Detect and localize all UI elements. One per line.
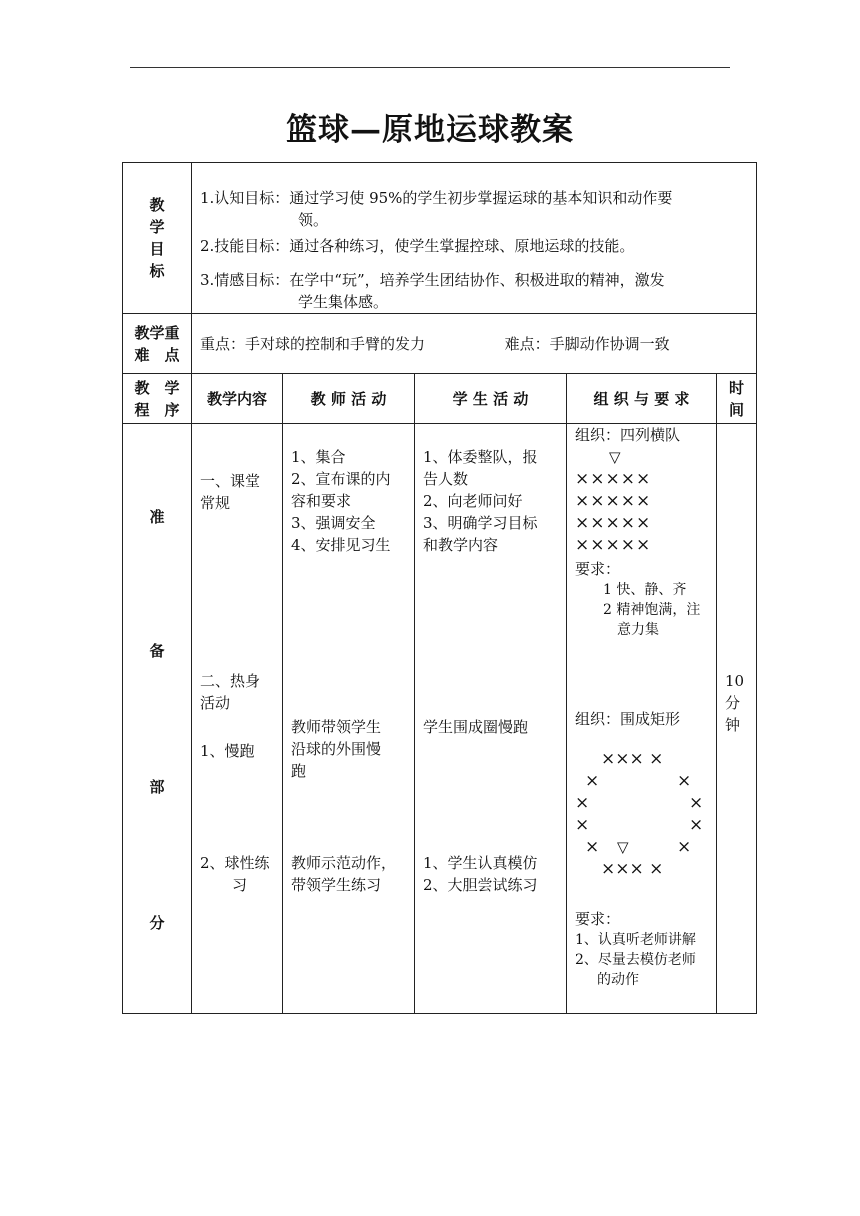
org-formation-2: 组织：围成矩形	[575, 710, 681, 728]
objectives-label: 教 学 目 标	[123, 163, 192, 314]
requirement-1: 1 快、静、齐	[603, 582, 687, 598]
objective-2: 2.技能目标：通过各种练习，使学生掌握控球、原地运球的技能。	[200, 237, 635, 255]
key-points-label: 教学重 难 点	[123, 314, 192, 374]
prep-time: 10 分 钟	[717, 424, 757, 1014]
content-item-1: 一、课堂	[200, 472, 261, 490]
requirement-3: 1、认真听老师讲解	[575, 932, 696, 948]
prep-label: 准 备 部 分	[123, 424, 192, 1014]
table-header-row	[123, 374, 757, 424]
teacher-position-icon: ▽	[609, 448, 621, 466]
objective-3: 3.情感目标：在学中“玩”，培养学生团结协作、积极进取的精神，激发	[200, 271, 665, 289]
key-points-content	[192, 314, 757, 374]
teacher-activity-3: 3、强调安全	[291, 514, 376, 532]
teacher-position-icon: ▽	[617, 838, 629, 856]
objectives-content	[192, 163, 757, 314]
objective-3-cont: 学生集体感。	[298, 293, 389, 311]
objectives-row	[123, 163, 757, 314]
lesson-plan-table	[122, 162, 757, 1014]
prep-organization: 组织：四列横队 ▽ ××××× ××××× ××××× ××××× 要求： 1 快、静、齐 2 精神饱满，注 意力集 组织：围成矩形 ××× × × × × × × × × ▽ × ××× × 要求： 1、认真听老师讲解 2、尽量去模仿老师 的动作	[567, 424, 717, 1014]
header-time: 时 间	[717, 374, 757, 424]
difficulty-text: 难点：手脚动作协调一致	[504, 334, 670, 353]
content-item-4: 2、球性练	[200, 854, 270, 872]
formation-row: ×××××	[575, 535, 652, 555]
page-title: 篮球—原地运球教案	[286, 112, 574, 148]
header-procedure: 教 学 程 序	[123, 374, 192, 424]
teacher-activity-2: 2、宣布课的内	[291, 470, 391, 488]
header-student: 学 生 活 动	[415, 374, 567, 424]
requirement-label-1: 要求：	[575, 560, 621, 578]
formation-row: ×××××	[575, 491, 652, 511]
header-organization: 组 织 与 要 求	[567, 374, 717, 424]
formation-row: ×××××	[575, 469, 652, 489]
time-value: 10	[725, 672, 745, 690]
content-item-3: 1、慢跑	[200, 742, 255, 760]
student-activity-3: 3、明确学习目标	[423, 514, 538, 532]
objective-1: 1.认知目标：通过学习使 95%的学生初步掌握运球的基本知识和动作要	[200, 189, 673, 207]
student-activity-6: 2、大胆尝试练习	[423, 876, 538, 894]
formation-row: ×××××	[575, 513, 652, 533]
header-teacher: 教 师 活 动	[283, 374, 415, 424]
circle-formation: ××× × × × × × × × × ▽ × ××× ×	[575, 749, 704, 879]
prep-section-row	[123, 424, 757, 1014]
teacher-activity-1: 1、集合	[291, 448, 346, 466]
student-activity-5: 1、学生认真模仿	[423, 854, 538, 872]
student-activity-2: 2、向老师问好	[423, 492, 523, 510]
org-formation-1: 组织：四列横队	[575, 426, 681, 444]
focus-text: 重点：手对球的控制和手臂的发力	[200, 334, 426, 353]
teacher-activity-6: 教师示范动作，	[291, 854, 397, 872]
key-points-row	[123, 314, 757, 374]
header-content: 教学内容	[192, 374, 283, 424]
requirement-4: 2、尽量去模仿老师	[575, 952, 696, 968]
prep-student: 1、体委整队，报 告人数 2、向老师问好 3、明确学习目标 和教学内容 学生围成圈慢跑 1、学生认真模仿 2、大胆尝试练习	[415, 424, 567, 1014]
prep-teacher: 1、集合 2、宣布课的内 容和要求 3、强调安全 4、安排见习生 教师带领学生 沿球的外围慢 跑 教师示范动作， 带领学生练习	[283, 424, 415, 1014]
content-item-2: 二、热身	[200, 672, 261, 690]
formation-grid	[575, 468, 651, 556]
objective-1-cont: 领。	[298, 211, 329, 229]
requirement-label-2: 要求：	[575, 910, 621, 928]
header-rule	[130, 67, 730, 68]
requirement-2: 2 精神饱满，注	[603, 602, 701, 618]
student-activity-4: 学生围成圈慢跑	[423, 718, 529, 736]
teacher-activity-4: 4、安排见习生	[291, 536, 391, 554]
prep-content: 一、课堂 常规 二、热身 活动 1、慢跑 2、球性练 习	[192, 424, 283, 1014]
student-activity-1: 1、体委整队，报	[423, 448, 538, 466]
teacher-activity-5: 教师带领学生	[291, 718, 382, 736]
